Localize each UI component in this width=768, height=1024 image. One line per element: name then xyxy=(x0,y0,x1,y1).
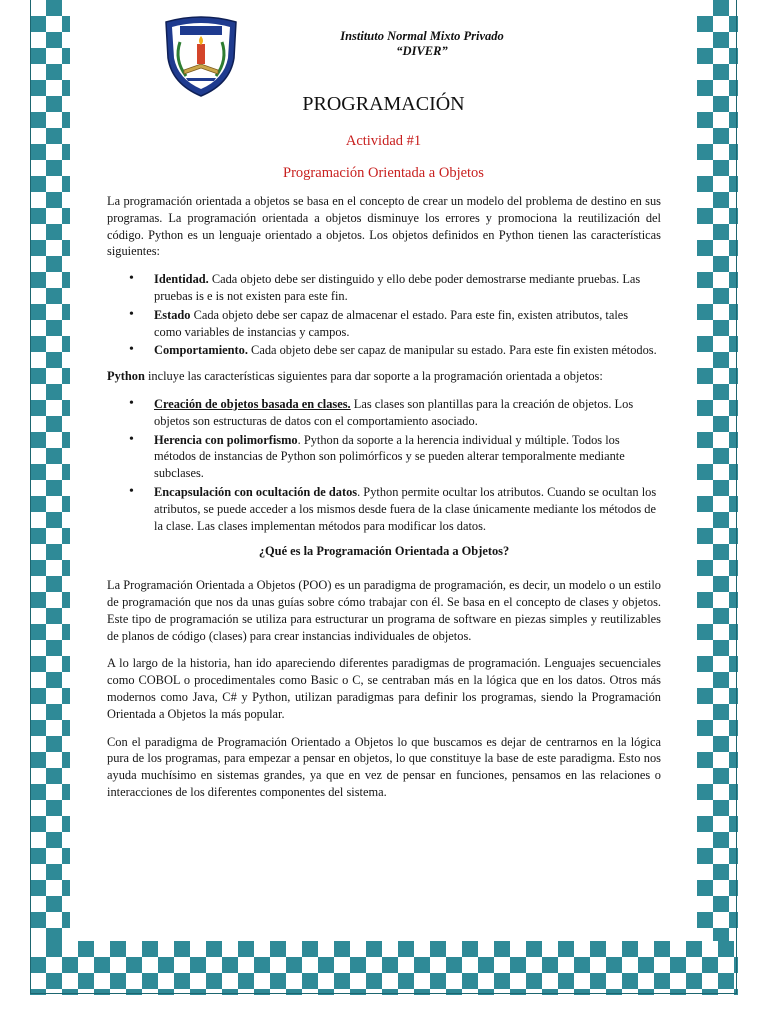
list-item-text: . Python permite ocultar los atributos. Cuando se ocultan los atributos, se puede acceder a los mismos desde fuera de la clase únicamente mediante los métodos de la clase. Las clases implementan métodos para modificar los datos. xyxy=(154,484,657,533)
list-item xyxy=(154,432,661,482)
institute-line-2: “DIVER” xyxy=(396,44,448,58)
page-title: PROGRAMACIÓN xyxy=(302,93,465,115)
python-features-list xyxy=(107,396,661,534)
list-item-term: Creación de objetos basada en clases. xyxy=(154,396,351,411)
body-paragraph: A lo largo de la historia, han ido apareciendo diferentes paradigmas de programación. Lenguajes secuenciales como COBOL o procedimentales como Basic o C, se centraban más en la lógica que en los datos. Otros más modernos como Java, C# y Python, utilizan paradigmas para definir los programas, siendo la Programación Orientada a Objetos la más popular. xyxy=(107,656,661,721)
list-item-text: Cada objeto debe ser capaz de almacenar el estado. Para este fin, existen atributos, tales como variables de instancias y campos. xyxy=(154,307,629,339)
school-crest-icon xyxy=(160,14,242,98)
list-item-term: Encapsulación con ocultación de datos xyxy=(154,484,358,499)
list-item-term: Estado xyxy=(154,307,191,322)
list-item-term: Herencia con polimorfismo xyxy=(154,432,298,447)
list-item-text: Las clases son plantillas para la creación de objetos. Los objetos son estructuras de datos con el comportamiento asociado. xyxy=(154,396,634,428)
checker-border-bottom xyxy=(30,941,738,995)
question-heading: ¿Qué es la Programación Orientada a Objetos? xyxy=(258,544,510,559)
document-body xyxy=(107,193,661,812)
list-item xyxy=(154,271,661,305)
list-item-term: Identidad. xyxy=(154,272,209,287)
body-paragraph: Con el paradigma de Programación Orientado a Objetos lo que buscamos es dejar de centrarnos en la lógica pura de los programas, para empezar a pensar en objetos, lo que constituye la base de este paradigma. Esto nos ayuda muchísimo en sistemas grandes, ya que en vez de pensar en funciones, pensamos en las relaciones o interacciones de los diferentes componentes del sistema. xyxy=(107,734,661,799)
activity-heading: Actividad #1 xyxy=(345,133,422,149)
institute-name xyxy=(272,29,572,59)
list-item-text: . Python da soporte a la herencia individual y múltiple. Todos los métodos de instancias de Python son polimórficos y se pueden alterar temporalmente mediante subclases. xyxy=(154,432,625,481)
list-item xyxy=(154,396,661,430)
python-intro-paragraph xyxy=(107,368,661,385)
list-item-text: Cada objeto debe ser distinguido y ello debe poder demostrarse mediante pruebas. Las pruebas is e is not existen para este fin. xyxy=(154,272,641,303)
checker-border-left xyxy=(30,0,70,995)
subtitle-heading: Programación Orientada a Objetos xyxy=(283,165,484,181)
list-item xyxy=(154,307,661,341)
python-intro-text: incluye las características siguientes para dar soporte a la programación orientada a objetos: xyxy=(144,369,603,384)
body-paragraph: La Programación Orientada a Objetos (POO) es un paradigma de programación, es decir, un modelo o un estilo de programación que nos da unas guías sobre cómo trabajar con él. Se basa en el concepto de clases y objetos. Este tipo de programación se utiliza para estructurar un programa de software en piezas simples y reutilizables de planos de código (clases) para crear instancias individuales de objetos. xyxy=(107,578,661,643)
list-item xyxy=(154,342,661,359)
list-item xyxy=(154,484,661,534)
python-term: Python xyxy=(107,369,145,384)
list-item-term: Comportamiento. xyxy=(154,343,248,358)
characteristics-list xyxy=(107,271,661,359)
list-item-text: Cada objeto debe ser capaz de manipular su estado. Para este fin existen métodos. xyxy=(247,343,657,358)
checker-border-right xyxy=(697,0,738,995)
intro-paragraph: La programación orientada a objetos se basa en el concepto de crear un modelo del problema de destino en sus programas. La programación orientada a objetos disminuye los errores y promociona la reutilización del código. Python es un lenguaje orientado a objetos. Los objetos definidos en Python tienen las características siguientes: xyxy=(107,194,661,259)
institute-line-1: Instituto Normal Mixto Privado xyxy=(340,29,504,43)
